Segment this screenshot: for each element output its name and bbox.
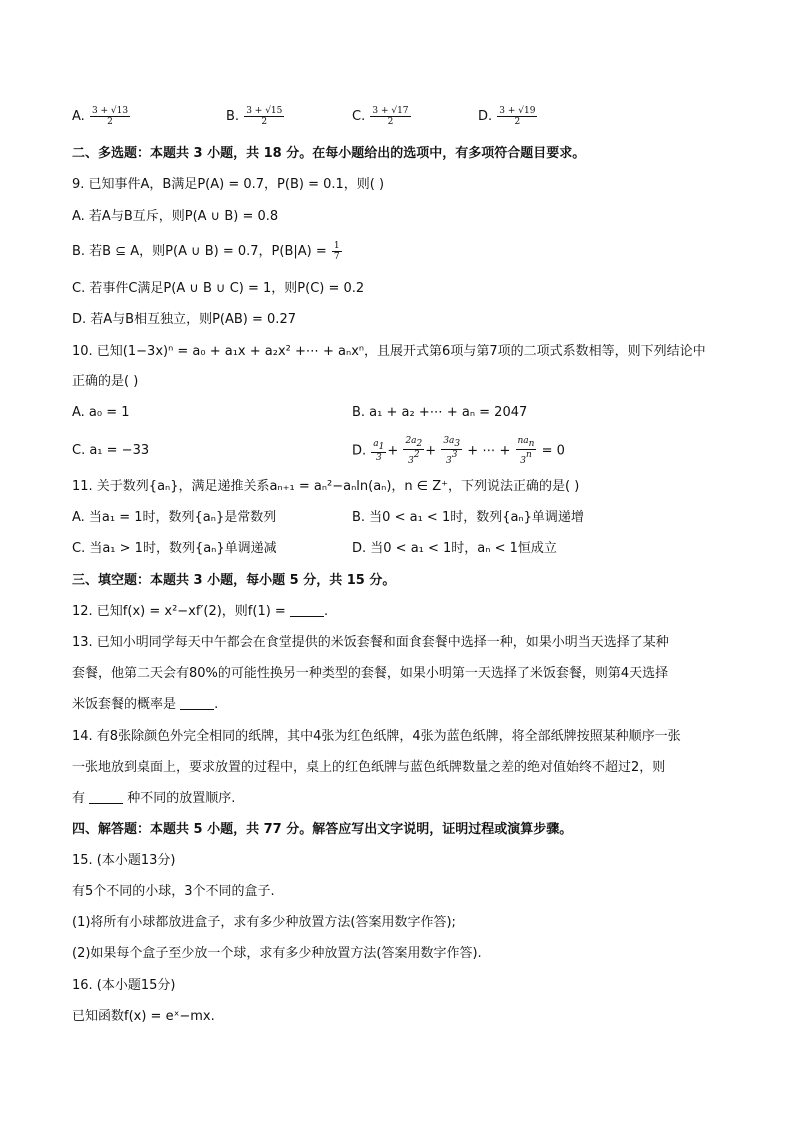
q8-option-a xyxy=(72,106,131,127)
fraction-denominator: 2 xyxy=(107,117,113,127)
question-text: 米饭套餐的概率是 xyxy=(72,697,177,712)
option-label: D. xyxy=(478,109,493,124)
fraction-numerator: 3 + √13 xyxy=(91,106,129,116)
fraction-term-1: $\frac{a1}{3}$ xyxy=(373,439,385,463)
answer-blank xyxy=(290,604,324,617)
question-15-line3: (2)如果每个盒子至少放一个球，求有多少种放置方法(答案用数字作答). xyxy=(72,946,482,961)
q8-option-d xyxy=(478,106,538,127)
question-13-line3: 米饭套餐的概率是 . xyxy=(72,697,219,712)
fraction-denominator: 2 xyxy=(261,117,268,127)
question-text: 种不同的放置顺序. xyxy=(127,791,236,806)
ellipsis-text: + ⋯ + xyxy=(467,443,511,459)
answer-blank xyxy=(180,697,214,710)
fraction-denominator: 7 xyxy=(333,252,340,262)
option-fraction xyxy=(497,106,537,127)
answer-blank xyxy=(89,791,123,804)
question-15-line2: (1)将所有小球都放进盒子，求有多少种放置方法(答案用数字作答); xyxy=(72,915,456,930)
option-fraction xyxy=(332,241,342,262)
question-10-stem-line1: 10. 已知(1−3x)ⁿ = a₀ + a₁x + a₂x² +⋯ + aₙxⁿ，且展开式第6项与第7项的二项式系数相等，则下列结论中 xyxy=(72,344,706,359)
fraction-term-3: $\frac{3a3}{33}$ xyxy=(443,436,461,466)
fraction-numerator: 3 + √19 xyxy=(499,106,536,116)
question-15-title: 15. (本小题13分) xyxy=(72,853,176,868)
q8-option-c xyxy=(352,106,412,127)
fraction-denominator: 2 xyxy=(387,117,394,127)
question-10-option-d: D. $\frac{a1}{3}$ + $\frac{2a2}{32}$ + $\frac{3a3}{33}$ + ⋯ + $\frac{\text{nan}}{3n}$ = 0 xyxy=(352,436,565,466)
equation-end: = 0 xyxy=(541,443,565,459)
option-fraction xyxy=(244,106,284,127)
question-14-line2: 一张地放到桌面上，要求放置的过程中，桌上的红色纸牌与蓝色纸牌数量之差的绝对值始终不超过2，则 xyxy=(72,760,666,775)
section-heading-fill-in: 三、填空题：本题共 3 小题，每小题 5 分，共 15 分。 xyxy=(72,573,396,588)
fraction-term-2: $\frac{2a2}{32}$ xyxy=(405,436,423,466)
option-text: B. 若B ⊆ A，则P(A ∪ B) = 0.7，P(B|A) = xyxy=(72,244,327,259)
question-10-option-a: A. a₀ = 1 xyxy=(72,405,130,420)
question-13-line2: 套餐，他第二天会有80%的可能性换另一种类型的套餐，如果小明第一天选择了米饭套餐，则第4天选择 xyxy=(72,666,669,681)
q8-option-b xyxy=(226,106,285,127)
question-16-title: 16. (本小题15分) xyxy=(72,978,176,993)
option-label: D. xyxy=(352,443,367,459)
option-label: C. xyxy=(352,109,366,124)
question-9-option-b xyxy=(72,241,343,262)
question-10-option-b: B. a₁ + a₂ +⋯ + aₙ = 2047 xyxy=(352,405,528,420)
question-12: 12. 已知f(x) = x²−xf′(2)，则f(1) = . xyxy=(72,604,329,619)
question-10-stem-line2: 正确的是( ) xyxy=(72,374,139,389)
option-label: A. xyxy=(72,109,85,124)
question-9-option-d: D. 若A与B相互独立，则P(AB) = 0.27 xyxy=(72,312,296,327)
question-11-stem: 11. 关于数列{aₙ}，满足递推关系aₙ₊₁ = aₙ²−aₙln(aₙ)，n ∈ Z⁺，下列说法正确的是( ) xyxy=(72,479,580,494)
section-heading-multiple-choice: 二、多选题：本题共 3 小题，共 18 分。在每小题给出的选项中，有多项符合题目要求。 xyxy=(72,146,586,161)
option-label: B. xyxy=(226,109,240,124)
option-fraction xyxy=(90,106,130,127)
question-14-line1: 14. 有8张除颜色外完全相同的纸牌，其中4张为红色纸牌，4张为蓝色纸牌，将全部纸牌按照某种顺序一张 xyxy=(72,729,681,744)
fraction-numerator: 3 + √17 xyxy=(372,106,409,116)
question-text: 12. 已知f(x) = x²−xf′(2)，则f(1) = xyxy=(72,604,286,619)
question-16-line1: 已知函数f(x) = eˣ−mx. xyxy=(72,1009,215,1024)
question-11-option-c: C. 当a₁ > 1时，数列{aₙ}单调递减 xyxy=(72,541,277,556)
fraction-numerator: 3 + √15 xyxy=(246,106,283,116)
fraction-denominator: 2 xyxy=(514,117,521,127)
section-heading-solutions: 四、解答题：本题共 5 小题，共 77 分。解答应写出文字说明，证明过程或演算步骤。 xyxy=(72,822,573,837)
question-13-line1: 13. 已知小明同学每天中午都会在食堂提供的米饭套餐和面食套餐中选择一种，如果小明当天选择了某种 xyxy=(72,635,669,650)
question-11-option-b: B. 当0 < a₁ < 1时，数列{aₙ}单调递增 xyxy=(352,510,584,525)
question-11-option-d: D. 当0 < a₁ < 1时，aₙ < 1恒成立 xyxy=(352,541,557,556)
question-9-stem: 9. 已知事件A，B满足P(A) = 0.7，P(B) = 0.1，则( ) xyxy=(72,177,385,192)
question-9-option-a: A. 若A与B互斥，则P(A ∪ B) = 0.8 xyxy=(72,209,279,224)
fraction-numerator: 1 xyxy=(333,241,340,251)
question-15-line1: 有5个不同的小球，3个不同的盒子. xyxy=(72,884,275,899)
question-text: 有 xyxy=(72,791,86,806)
fraction-term-n: $\frac{\text{nan}}{3n}$ xyxy=(517,436,535,466)
question-14-line3 xyxy=(72,790,235,808)
option-fraction xyxy=(370,106,410,127)
question-10-option-c: C. a₁ = −33 xyxy=(72,443,150,458)
question-9-option-c: C. 若事件C满足P(A ∪ B ∪ C) = 1，则P(C) = 0.2 xyxy=(72,281,365,296)
question-11-option-a: A. 当a₁ = 1时，数列{aₙ}是常数列 xyxy=(72,510,277,525)
